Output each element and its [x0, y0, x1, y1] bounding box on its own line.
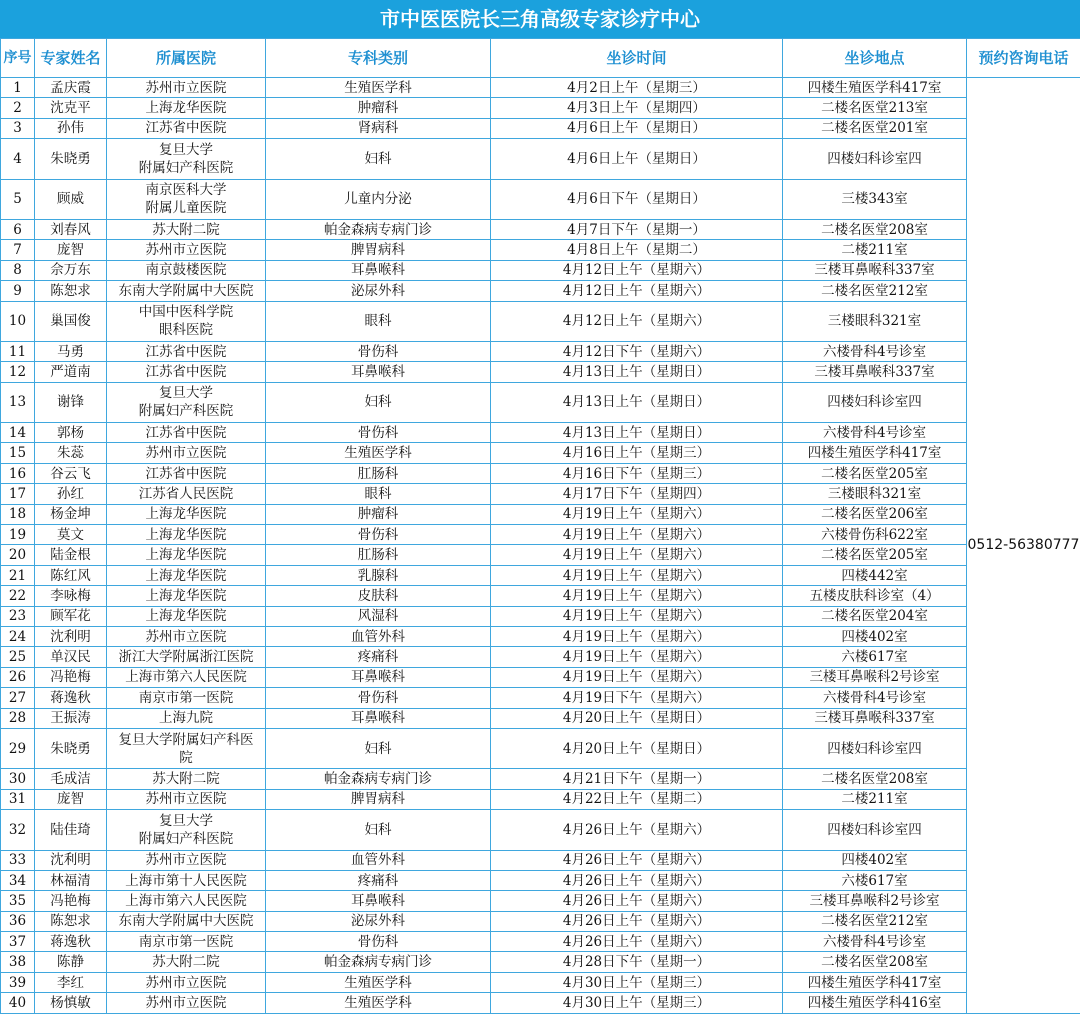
- cell-expert-name: 庞智: [35, 789, 107, 809]
- table-row: [1, 219, 1080, 239]
- table-row: [1, 626, 1080, 646]
- table-row: [1, 484, 1080, 504]
- table-row: [1, 281, 1080, 301]
- table-row: [1, 647, 1080, 667]
- cell-hospital: 上海龙华医院: [107, 586, 266, 606]
- cell-hospital: 上海市第六人民医院: [107, 891, 266, 911]
- cell-expert-name: 佘万东: [35, 260, 107, 280]
- cell-hospital: 上海龙华医院: [107, 545, 266, 565]
- cell-location: 二楼名医堂208室: [783, 769, 967, 789]
- cell-hospital: 江苏省人民医院: [107, 484, 266, 504]
- cell-time: 4月6日上午（星期日）: [491, 139, 783, 179]
- cell-location: 二楼211室: [783, 789, 967, 809]
- cell-hospital: 江苏省中医院: [107, 362, 266, 382]
- table-row: [1, 525, 1080, 545]
- cell-index: 6: [1, 219, 35, 239]
- cell-index: 7: [1, 240, 35, 260]
- table-row: [1, 606, 1080, 626]
- cell-expert-name: 朱晓勇: [35, 728, 107, 768]
- table-row: [1, 932, 1080, 952]
- cell-location: 六楼617室: [783, 870, 967, 890]
- cell-hospital: 江苏省中医院: [107, 118, 266, 138]
- cell-time: 4月12日上午（星期六）: [491, 260, 783, 280]
- table-row: [1, 810, 1080, 850]
- cell-department: 骨伤科: [266, 423, 491, 443]
- cell-expert-name: 王振涛: [35, 708, 107, 728]
- page-title: 市中医医院长三角高级专家诊疗中心: [0, 0, 1080, 38]
- cell-index: 16: [1, 463, 35, 483]
- cell-time: 4月19日下午（星期六）: [491, 688, 783, 708]
- cell-hospital: 复旦大学 附属妇产科医院: [107, 810, 266, 850]
- table-row: [1, 789, 1080, 809]
- table-row: [1, 341, 1080, 361]
- cell-index: 3: [1, 118, 35, 138]
- cell-time: 4月26日上午（星期六）: [491, 810, 783, 850]
- cell-department: 肛肠科: [266, 545, 491, 565]
- cell-hospital: 江苏省中医院: [107, 423, 266, 443]
- cell-index: 35: [1, 891, 35, 911]
- cell-location: 二楼名医堂206室: [783, 504, 967, 524]
- cell-phone: 0512-56380777: [967, 78, 1080, 1014]
- cell-location: 五楼皮肤科诊室（4）: [783, 586, 967, 606]
- cell-time: 4月19日上午（星期六）: [491, 586, 783, 606]
- cell-department: 骨伤科: [266, 525, 491, 545]
- cell-time: 4月19日上午（星期六）: [491, 504, 783, 524]
- cell-expert-name: 朱晓勇: [35, 139, 107, 179]
- cell-location: 四楼妇科诊室四: [783, 382, 967, 422]
- cell-department: 妇科: [266, 728, 491, 768]
- cell-expert-name: 孟庆霞: [35, 78, 107, 98]
- cell-hospital: 上海市第六人民医院: [107, 667, 266, 687]
- table-row: [1, 870, 1080, 890]
- cell-location: 三楼343室: [783, 179, 967, 219]
- table-row: [1, 463, 1080, 483]
- cell-location: 四楼妇科诊室四: [783, 810, 967, 850]
- cell-location: 四楼生殖医学科416室: [783, 993, 967, 1013]
- table-row: [1, 993, 1080, 1013]
- cell-time: 4月13日上午（星期日）: [491, 362, 783, 382]
- cell-expert-name: 庞智: [35, 240, 107, 260]
- cell-expert-name: 陈恕求: [35, 281, 107, 301]
- cell-hospital: 上海龙华医院: [107, 565, 266, 585]
- cell-expert-name: 郭杨: [35, 423, 107, 443]
- cell-department: 生殖医学科: [266, 993, 491, 1013]
- cell-hospital: 苏州市立医院: [107, 993, 266, 1013]
- table-row: [1, 260, 1080, 280]
- expert-schedule-table: [0, 38, 1080, 1014]
- cell-department: 脾胃病科: [266, 789, 491, 809]
- table-row: [1, 301, 1080, 341]
- cell-index: 4: [1, 139, 35, 179]
- cell-index: 11: [1, 341, 35, 361]
- cell-time: 4月13日上午（星期日）: [491, 382, 783, 422]
- cell-department: 生殖医学科: [266, 443, 491, 463]
- cell-department: 帕金森病专病门诊: [266, 219, 491, 239]
- cell-index: 33: [1, 850, 35, 870]
- cell-expert-name: 孙红: [35, 484, 107, 504]
- cell-index: 20: [1, 545, 35, 565]
- cell-expert-name: 莫文: [35, 525, 107, 545]
- cell-time: 4月22日上午（星期二）: [491, 789, 783, 809]
- cell-expert-name: 陈静: [35, 952, 107, 972]
- cell-time: 4月2日上午（星期三）: [491, 78, 783, 98]
- cell-index: 10: [1, 301, 35, 341]
- cell-expert-name: 顾军花: [35, 606, 107, 626]
- cell-expert-name: 蒋逸秋: [35, 932, 107, 952]
- cell-location: 二楼名医堂212室: [783, 281, 967, 301]
- cell-expert-name: 朱蕊: [35, 443, 107, 463]
- table-row: [1, 362, 1080, 382]
- cell-department: 耳鼻喉科: [266, 667, 491, 687]
- cell-hospital: 苏州市立医院: [107, 972, 266, 992]
- cell-time: 4月19日上午（星期六）: [491, 647, 783, 667]
- table-row: [1, 667, 1080, 687]
- cell-time: 4月19日上午（星期六）: [491, 565, 783, 585]
- cell-expert-name: 冯艳梅: [35, 667, 107, 687]
- cell-index: 8: [1, 260, 35, 280]
- cell-expert-name: 毛成洁: [35, 769, 107, 789]
- cell-index: 15: [1, 443, 35, 463]
- table-row: [1, 139, 1080, 179]
- cell-department: 血管外科: [266, 850, 491, 870]
- cell-location: 三楼耳鼻喉科337室: [783, 362, 967, 382]
- cell-time: 4月20日上午（星期日）: [491, 708, 783, 728]
- cell-time: 4月26日上午（星期六）: [491, 870, 783, 890]
- cell-location: 四楼402室: [783, 850, 967, 870]
- cell-hospital: 上海龙华医院: [107, 606, 266, 626]
- cell-location: 六楼617室: [783, 647, 967, 667]
- table-row: [1, 972, 1080, 992]
- cell-expert-name: 蒋逸秋: [35, 688, 107, 708]
- cell-location: 二楼名医堂213室: [783, 98, 967, 118]
- cell-index: 13: [1, 382, 35, 422]
- table-body: [1, 78, 1080, 1014]
- cell-hospital: 上海龙华医院: [107, 504, 266, 524]
- cell-time: 4月26日上午（星期六）: [491, 850, 783, 870]
- cell-index: 37: [1, 932, 35, 952]
- cell-department: 脾胃病科: [266, 240, 491, 260]
- cell-index: 40: [1, 993, 35, 1013]
- table-row: [1, 891, 1080, 911]
- cell-hospital: 苏州市立医院: [107, 78, 266, 98]
- cell-hospital: 东南大学附属中大医院: [107, 911, 266, 931]
- cell-location: 四楼妇科诊室四: [783, 139, 967, 179]
- cell-department: 耳鼻喉科: [266, 260, 491, 280]
- cell-expert-name: 谷云飞: [35, 463, 107, 483]
- cell-location: 四楼442室: [783, 565, 967, 585]
- header-location: 坐诊地点: [783, 39, 967, 78]
- cell-department: 耳鼻喉科: [266, 708, 491, 728]
- cell-location: 二楼名医堂205室: [783, 463, 967, 483]
- cell-location: 六楼骨科4号诊室: [783, 688, 967, 708]
- cell-department: 妇科: [266, 139, 491, 179]
- header-name: 专家姓名: [35, 39, 107, 78]
- cell-index: 32: [1, 810, 35, 850]
- table-row: [1, 850, 1080, 870]
- cell-department: 骨伤科: [266, 688, 491, 708]
- table-row: [1, 728, 1080, 768]
- table-row: [1, 118, 1080, 138]
- cell-index: 22: [1, 586, 35, 606]
- cell-expert-name: 林福清: [35, 870, 107, 890]
- cell-time: 4月28日下午（星期一）: [491, 952, 783, 972]
- cell-location: 六楼骨科4号诊室: [783, 932, 967, 952]
- cell-location: 二楼名医堂208室: [783, 952, 967, 972]
- cell-hospital: 江苏省中医院: [107, 463, 266, 483]
- cell-location: 三楼眼科321室: [783, 484, 967, 504]
- cell-department: 帕金森病专病门诊: [266, 769, 491, 789]
- cell-time: 4月8日上午（星期二）: [491, 240, 783, 260]
- cell-time: 4月17日下午（星期四）: [491, 484, 783, 504]
- cell-hospital: 浙江大学附属浙江医院: [107, 647, 266, 667]
- table-row: [1, 769, 1080, 789]
- cell-hospital: 苏州市立医院: [107, 789, 266, 809]
- cell-department: 肿瘤科: [266, 504, 491, 524]
- cell-department: 儿童内分泌: [266, 179, 491, 219]
- cell-index: 2: [1, 98, 35, 118]
- cell-time: 4月26日上午（星期六）: [491, 911, 783, 931]
- cell-location: 二楼名医堂208室: [783, 219, 967, 239]
- cell-time: 4月16日下午（星期三）: [491, 463, 783, 483]
- cell-location: 四楼生殖医学科417室: [783, 443, 967, 463]
- cell-expert-name: 陈红风: [35, 565, 107, 585]
- cell-index: 24: [1, 626, 35, 646]
- cell-expert-name: 刘春风: [35, 219, 107, 239]
- cell-location: 二楼名医堂212室: [783, 911, 967, 931]
- cell-department: 生殖医学科: [266, 972, 491, 992]
- cell-department: 耳鼻喉科: [266, 891, 491, 911]
- cell-location: 六楼骨科4号诊室: [783, 341, 967, 361]
- cell-department: 疼痛科: [266, 870, 491, 890]
- cell-expert-name: 严道南: [35, 362, 107, 382]
- cell-hospital: 苏大附二院: [107, 769, 266, 789]
- cell-department: 生殖医学科: [266, 78, 491, 98]
- table-row: [1, 911, 1080, 931]
- cell-time: 4月30日上午（星期三）: [491, 993, 783, 1013]
- table-row: [1, 78, 1080, 98]
- cell-time: 4月12日上午（星期六）: [491, 301, 783, 341]
- cell-department: 肾病科: [266, 118, 491, 138]
- cell-department: 血管外科: [266, 626, 491, 646]
- cell-location: 二楼名医堂205室: [783, 545, 967, 565]
- cell-department: 妇科: [266, 382, 491, 422]
- cell-time: 4月20日上午（星期日）: [491, 728, 783, 768]
- cell-expert-name: 沈利明: [35, 626, 107, 646]
- cell-location: 三楼耳鼻喉科337室: [783, 260, 967, 280]
- cell-expert-name: 陆佳琦: [35, 810, 107, 850]
- table-row: [1, 586, 1080, 606]
- cell-expert-name: 陈恕求: [35, 911, 107, 931]
- cell-index: 14: [1, 423, 35, 443]
- cell-location: 三楼耳鼻喉科2号诊室: [783, 667, 967, 687]
- cell-department: 妇科: [266, 810, 491, 850]
- table-row: [1, 179, 1080, 219]
- cell-hospital: 苏州市立医院: [107, 240, 266, 260]
- cell-expert-name: 陆金根: [35, 545, 107, 565]
- cell-index: 26: [1, 667, 35, 687]
- cell-time: 4月19日上午（星期六）: [491, 525, 783, 545]
- cell-index: 12: [1, 362, 35, 382]
- cell-index: 39: [1, 972, 35, 992]
- cell-location: 二楼211室: [783, 240, 967, 260]
- cell-department: 泌尿外科: [266, 281, 491, 301]
- cell-time: 4月12日上午（星期六）: [491, 281, 783, 301]
- cell-department: 帕金森病专病门诊: [266, 952, 491, 972]
- cell-hospital: 苏州市立医院: [107, 626, 266, 646]
- cell-expert-name: 杨慎敏: [35, 993, 107, 1013]
- cell-hospital: 南京医科大学 附属儿童医院: [107, 179, 266, 219]
- cell-department: 肿瘤科: [266, 98, 491, 118]
- cell-hospital: 上海龙华医院: [107, 98, 266, 118]
- cell-hospital: 江苏省中医院: [107, 341, 266, 361]
- cell-index: 25: [1, 647, 35, 667]
- table-row: [1, 423, 1080, 443]
- cell-hospital: 南京鼓楼医院: [107, 260, 266, 280]
- cell-hospital: 复旦大学 附属妇产科医院: [107, 139, 266, 179]
- header-department: 专科类别: [266, 39, 491, 78]
- cell-index: 31: [1, 789, 35, 809]
- cell-time: 4月26日上午（星期六）: [491, 891, 783, 911]
- cell-hospital: 苏州市立医院: [107, 443, 266, 463]
- cell-department: 肛肠科: [266, 463, 491, 483]
- table-row: [1, 98, 1080, 118]
- table-row: [1, 382, 1080, 422]
- cell-department: 骨伤科: [266, 341, 491, 361]
- cell-department: 乳腺科: [266, 565, 491, 585]
- table-row: [1, 240, 1080, 260]
- cell-index: 18: [1, 504, 35, 524]
- cell-location: 六楼骨伤科622室: [783, 525, 967, 545]
- cell-time: 4月19日上午（星期六）: [491, 626, 783, 646]
- table-header-row: [1, 39, 1080, 78]
- cell-time: 4月6日上午（星期日）: [491, 118, 783, 138]
- cell-expert-name: 谢锋: [35, 382, 107, 422]
- cell-time: 4月26日上午（星期六）: [491, 932, 783, 952]
- cell-department: 泌尿外科: [266, 911, 491, 931]
- cell-time: 4月12日下午（星期六）: [491, 341, 783, 361]
- cell-hospital: 苏大附二院: [107, 952, 266, 972]
- cell-expert-name: 李咏梅: [35, 586, 107, 606]
- table-row: [1, 504, 1080, 524]
- cell-department: 风湿科: [266, 606, 491, 626]
- cell-time: 4月16日上午（星期三）: [491, 443, 783, 463]
- cell-hospital: 中国中医科学院 眼科医院: [107, 301, 266, 341]
- cell-index: 38: [1, 952, 35, 972]
- cell-hospital: 南京市第一医院: [107, 688, 266, 708]
- cell-location: 四楼生殖医学科417室: [783, 78, 967, 98]
- cell-hospital: 南京市第一医院: [107, 932, 266, 952]
- cell-index: 23: [1, 606, 35, 626]
- cell-location: 四楼生殖医学科417室: [783, 972, 967, 992]
- cell-time: 4月6日下午（星期日）: [491, 179, 783, 219]
- cell-expert-name: 单汉民: [35, 647, 107, 667]
- header-hospital: 所属医院: [107, 39, 266, 78]
- cell-index: 36: [1, 911, 35, 931]
- cell-hospital: 复旦大学 附属妇产科医院: [107, 382, 266, 422]
- cell-index: 17: [1, 484, 35, 504]
- table-row: [1, 952, 1080, 972]
- cell-location: 四楼402室: [783, 626, 967, 646]
- cell-index: 9: [1, 281, 35, 301]
- cell-time: 4月30日上午（星期三）: [491, 972, 783, 992]
- cell-hospital: 上海市第十人民医院: [107, 870, 266, 890]
- cell-expert-name: 沈利明: [35, 850, 107, 870]
- cell-hospital: 上海九院: [107, 708, 266, 728]
- cell-expert-name: 杨金坤: [35, 504, 107, 524]
- cell-expert-name: 顾威: [35, 179, 107, 219]
- cell-expert-name: 孙伟: [35, 118, 107, 138]
- cell-department: 眼科: [266, 301, 491, 341]
- header-index: 序号: [1, 39, 35, 78]
- cell-location: 六楼骨科4号诊室: [783, 423, 967, 443]
- cell-hospital: 苏州市立医院: [107, 850, 266, 870]
- header-phone: 预约咨询电话: [967, 39, 1080, 78]
- cell-location: 三楼耳鼻喉科337室: [783, 708, 967, 728]
- cell-department: 骨伤科: [266, 932, 491, 952]
- cell-expert-name: 李红: [35, 972, 107, 992]
- cell-hospital: 上海龙华医院: [107, 525, 266, 545]
- cell-time: 4月19日上午（星期六）: [491, 545, 783, 565]
- cell-department: 耳鼻喉科: [266, 362, 491, 382]
- cell-time: 4月19日上午（星期六）: [491, 606, 783, 626]
- cell-location: 三楼眼科321室: [783, 301, 967, 341]
- cell-department: 疼痛科: [266, 647, 491, 667]
- cell-index: 28: [1, 708, 35, 728]
- table-row: [1, 545, 1080, 565]
- cell-time: 4月3日上午（星期四）: [491, 98, 783, 118]
- cell-hospital: 复旦大学附属妇产科医 院: [107, 728, 266, 768]
- cell-time: 4月19日上午（星期六）: [491, 667, 783, 687]
- table-row: [1, 443, 1080, 463]
- cell-expert-name: 冯艳梅: [35, 891, 107, 911]
- cell-location: 三楼耳鼻喉科2号诊室: [783, 891, 967, 911]
- cell-index: 27: [1, 688, 35, 708]
- cell-index: 34: [1, 870, 35, 890]
- cell-location: 二楼名医堂204室: [783, 606, 967, 626]
- table-row: [1, 565, 1080, 585]
- cell-expert-name: 巢国俊: [35, 301, 107, 341]
- cell-index: 29: [1, 728, 35, 768]
- cell-department: 眼科: [266, 484, 491, 504]
- cell-index: 30: [1, 769, 35, 789]
- cell-index: 5: [1, 179, 35, 219]
- cell-index: 21: [1, 565, 35, 585]
- cell-location: 四楼妇科诊室四: [783, 728, 967, 768]
- cell-time: 4月7日下午（星期一）: [491, 219, 783, 239]
- header-time: 坐诊时间: [491, 39, 783, 78]
- cell-department: 皮肤科: [266, 586, 491, 606]
- cell-time: 4月13日上午（星期日）: [491, 423, 783, 443]
- cell-hospital: 东南大学附属中大医院: [107, 281, 266, 301]
- cell-time: 4月21日下午（星期一）: [491, 769, 783, 789]
- table-row: [1, 688, 1080, 708]
- table-row: [1, 708, 1080, 728]
- cell-index: 1: [1, 78, 35, 98]
- cell-location: 二楼名医堂201室: [783, 118, 967, 138]
- cell-expert-name: 马勇: [35, 341, 107, 361]
- cell-hospital: 苏大附二院: [107, 219, 266, 239]
- cell-expert-name: 沈克平: [35, 98, 107, 118]
- cell-index: 19: [1, 525, 35, 545]
